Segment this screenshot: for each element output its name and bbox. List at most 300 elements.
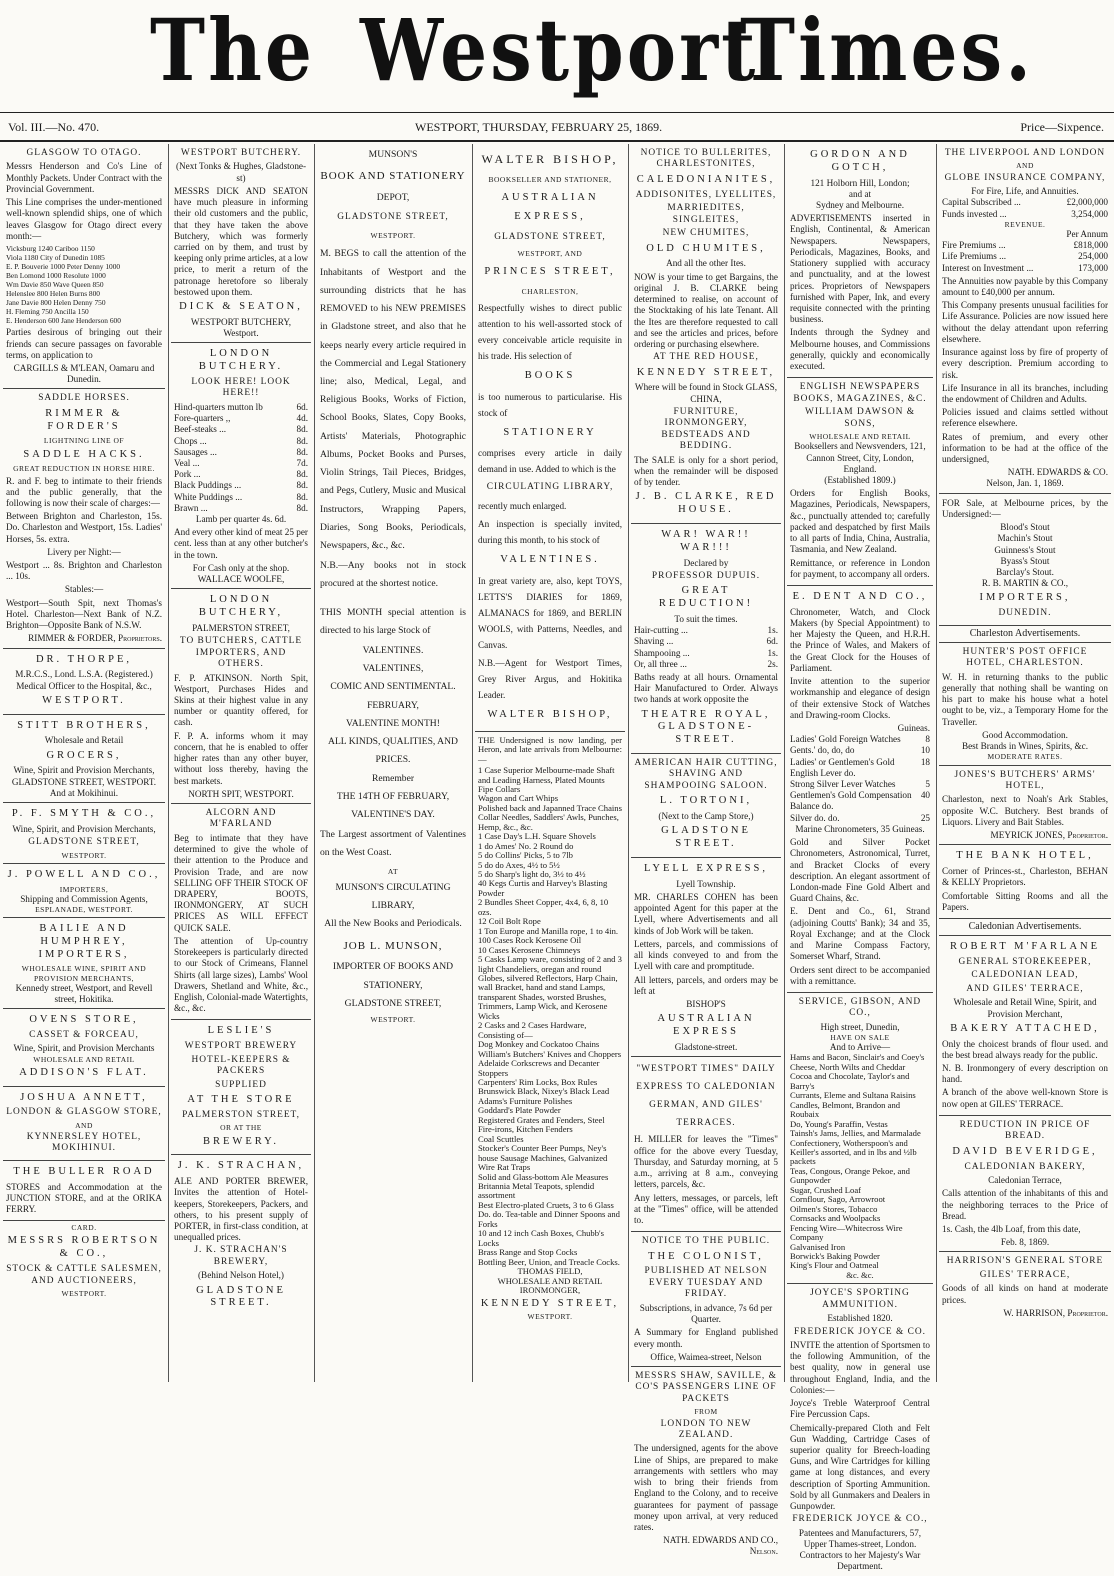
ad-leslies-brewery [171, 1020, 311, 1155]
list-item: Collar Needles, Saddlers' Awls, Punches, Hemp, &c., &c. [478, 812, 619, 832]
ad-joshua-annett [3, 1087, 165, 1161]
ad-smyth [3, 803, 165, 864]
ad-heading: DR. THORPE, [35, 653, 133, 665]
list-item: 1 do Ames' No. 2 Round do [478, 840, 574, 851]
item-name: Black Puddings ... [174, 480, 242, 491]
ad-text: E. Dent and Co., 61, Strand (adjoining Coutts' Bank); 34 and 35, Royal Exchange; and at the Clock and Marine Compass Factory, Somerset Wharf, Strand. [790, 906, 930, 962]
ad-heading: MESSRS SHAW, SAVILLE, & CO'S PASSENGERS LINE OF PACKETS [635, 1370, 777, 1404]
ad-dawson [787, 378, 933, 586]
ad-text: CARD. [71, 1223, 97, 1233]
list-item: Guinness's Stout [994, 544, 1056, 555]
ad-text: Feb. 8, 1869. [1000, 1237, 1050, 1248]
ad-text: W. H. in returning thanks to the public generally that nothing shall be wanting on his part to make his house what a hotel ought to be, viz., a Temporary Home for the Traveller. [942, 671, 1108, 727]
ad-text: WESTPORT. [42, 694, 126, 706]
ad-text: STORES and Accommodation at the JUNCTION STORE, and at the ORIKA FERRY. [6, 1181, 162, 1215]
ad-signature: J. B. CLARKE, RED HOUSE. [635, 491, 777, 516]
ad-subheading: LIGHTNING LINE OF [43, 436, 125, 446]
ad-text: All the New Books and Periodicals. [324, 918, 462, 930]
ad-text: Guineas. [897, 722, 930, 733]
ad-text: GENERAL STOREKEEPER, [958, 956, 1092, 967]
price-row [634, 625, 778, 636]
ad-text: Wine, Spirit, and Provision Merchants, [12, 823, 156, 834]
ad-text: WESTPORT BUTCHERY, Westport. [190, 316, 292, 339]
list-item: Fipe Collars [478, 783, 521, 794]
ad-text: Orders for English Books, Magazines, Periodicals, Newspapers, &c., punctually attended to; carefully packed and despatched by first Mails to all parts of India, China, Australia, Tasmania, and New Zealand. [790, 488, 930, 555]
ad-text: SUPPLIED [215, 1079, 267, 1090]
ad-text: AND GILES' TERRACE, [966, 983, 1084, 994]
list-item: Wagon and Cart Whips [478, 793, 559, 804]
ad-martin-stout [939, 494, 1111, 626]
ad-text: Wine, Spirit and Provision Merchants, GLADSTONE STREET, WESTPORT. And at Mokihinui. [11, 765, 157, 798]
ad-text: BOOKSELLER AND STATIONER, [488, 175, 612, 184]
ad-heading: BAILIE AND HUMPHREY, IMPORTERS, [38, 923, 130, 960]
ad-text: DUNEDIN. [998, 608, 1052, 619]
ad-text: Messrs Henderson and Co's Line of Monthly Packets. Under Contract with the Provincial Government. [6, 161, 162, 194]
ad-text: For Fire, Life, and Annuities. [971, 186, 1079, 197]
ad-text: Between Brighton and Charleston, 15s. Do. Charleston and Westport, 15s. Ladies' Horses, 5s. extra. [6, 511, 162, 544]
ad-saddle-horses [3, 389, 165, 648]
ad-text: GLADSTONE STREET, [28, 837, 140, 848]
ad-heading: SERVICE, GIBSON, AND CO., [798, 996, 922, 1019]
date-line: WESTPORT, THURSDAY, FEBRUARY 25, 1869. [415, 120, 663, 134]
ad-text: Shipping and Commission Agents, [20, 893, 148, 904]
ad-text: Corner of Princes-st., Charleston, BEHAN & KELLY Proprietors. [942, 866, 1108, 888]
ad-text: WHOLESALE AND RETAIL [809, 432, 911, 442]
ad-text: recently much enlarged. [478, 500, 567, 511]
ad-harrison [939, 1252, 1111, 1322]
item-name: Silver do. do. [790, 812, 840, 823]
ad-heading: DICK & SEATON, [179, 301, 303, 313]
ad-text: NORTH SPIT, WESTPORT. [188, 788, 294, 799]
list-item: 1 Ton Europe and Manilla rope, 1 to 4in. [478, 925, 619, 936]
ad-beveridge [939, 1116, 1111, 1253]
ad-text: GLADSTONE STREET. [196, 1284, 286, 1309]
ad-dr-thorpe [3, 649, 165, 715]
list-item: 2 Casks and 2 Cases Hardware, Consisting of— [478, 1020, 587, 1040]
ad-text: R. and F. beg to intimate to their friends and the public generally, that the following is now their scale of charges:— [6, 475, 162, 508]
ship-row: Helenslee 800 Helen Burns 800 [6, 289, 101, 299]
price-row [174, 424, 308, 435]
list-item: Cheese, North Wilts and Cheddar [790, 1061, 906, 1072]
ad-text: Caledonian Terrace, [988, 1175, 1062, 1186]
item-price: 5 [925, 779, 930, 790]
ad-text: Beg to intimate that they have determined to give the whole of their attention to the Produce and Provision Trade, and are now SELLING OFF THEIR STOCK OF DRAPERY, BOOTS, IRONMONGERY, AT SUCH PRICES AS WILL EFFECT QUICK SALE. [174, 832, 308, 933]
ad-text: Only the choicest brands of flour used. and the best bread always ready for the public. [942, 1038, 1108, 1060]
ad-gordon-gotch [787, 144, 933, 378]
list-item: Hams and Bacon, Sinclair's and Coey's [790, 1052, 925, 1063]
ad-westport-butchery [171, 144, 311, 343]
ad-text: In great variety are, also, kept TOYS, LETTS'S DIARIES for 1869, ALMANACS for 1869, and BERLIN WOOLS, with Patterns, Needles, and Canvas. [478, 575, 622, 650]
ad-text: (Next to the Camp Store,) [658, 811, 754, 822]
ad-colonist [631, 1232, 781, 1367]
item-name: Strong Silver Lever Watches [790, 779, 896, 790]
ad-text: The Largest assortment of Valentines on the West Coast. [320, 829, 466, 859]
ad-text: CALEDONIAN BAKERY, [964, 1161, 1086, 1172]
ad-text: PRINCES STREET, [484, 266, 616, 278]
ad-signature: WALLACE WOOLFE, [197, 574, 285, 585]
ad-dent [787, 586, 933, 993]
ad-service-gibson [787, 993, 933, 1284]
ad-text: MUNSON'S CIRCULATING [335, 881, 451, 893]
ad-signature: RIMMER & FORDER, Proprietors. [28, 633, 162, 644]
ad-bullerites [631, 144, 781, 524]
item-price: 25 [920, 812, 930, 823]
ad-text: Subscriptions, in advance, 7s 6d per Quarter. [639, 1302, 773, 1325]
ad-heading: RIMMER & FORDER'S [45, 407, 123, 432]
ship-row: E. Henderson 600 Jane Henderson 600 [6, 316, 121, 326]
list-item: King's Flour and Oatmeal [790, 1260, 879, 1271]
price-row [174, 480, 308, 491]
ad-text: Patentees and Manufacturers, 57, Upper Thames-street, London. Contractors to her Majesty's War Department. [798, 1527, 922, 1572]
ad-text: BREWERY. [202, 1135, 280, 1147]
item-name: Fore-quarters ,, [174, 413, 231, 424]
ad-text: PALMERSTON STREET, [182, 1109, 300, 1120]
ad-text: Medical Officer to the Hospital, &c., [16, 680, 152, 691]
item-name: Ladies' Gold Foreign Watches [790, 734, 901, 745]
ad-text: COMIC AND SENTIMENTAL. [330, 681, 456, 693]
item-name: Chops ... [174, 435, 207, 446]
ad-text: VALENTINE'S DAY. [351, 809, 435, 820]
ad-text: The attention of Up-country Storekeepers is particularly directed to our Stock of Crimeans, Flannel Shirts (all large sizes), Lambs' Wool Drawers, Shetland and White, &c., English, Colonial-made Watertights, &c., &c. [174, 935, 308, 1014]
ad-text: F. P. A. informs whom it may concern, that he is enabled to offer higher rates than any other buyer, without loss thereby, having the best markets. [174, 730, 308, 786]
ad-text: INVITE the attention of Sportsmen to the following Ammunition, of the best quality, now in general use throughout England, India, and the Colonies:— [790, 1339, 930, 1395]
item-name: Funds invested ... [942, 208, 1007, 219]
ad-mfarlane [939, 936, 1111, 1116]
ad-text: Westport ... 8s. Brighton and Charleston ... 10s. [6, 560, 162, 582]
ship-row: H. Fleming 750 Ancilla 150 [6, 307, 89, 317]
price-row [174, 447, 308, 458]
item-price: 2s. [767, 658, 778, 669]
column-3 [317, 144, 469, 1382]
item-list [478, 766, 622, 1267]
dateline [0, 116, 1114, 138]
ad-text: and at [848, 188, 872, 199]
ad-text: M. BEGS to call the attention of the Inhabitants of Westport and the surrounding districts that he has REMOVED to his NEW PREMISES in Gladstone street, and also that he keeps nearly every article required in the Commercial and Legal Stationery line; also, Medical, Legal, and Religious Books, Works of Fiction, School Books, Slates, Copy Books, Artists' Materials, Photographic Albums, Pocket Books and Purses, Violin Strings, Tail Pieces, Bridges, and Pegs, Cutlery, Music and Musical Instructors, Wrapping Papers, Diaries, Song Books, Periodicals, Newspapers, &c., &c. [320, 248, 466, 551]
ad-heading: OVENS STORE, [29, 1014, 139, 1026]
masthead-word-the: The [150, 1, 315, 101]
section-charleston [939, 626, 1111, 643]
list-item: Cornsacks and Woolpacks [790, 1213, 881, 1224]
ad-alcorn-mfarland [171, 804, 311, 1020]
ship-row: Jane Davie 800 Helen Denny 750 [6, 298, 106, 308]
ad-text: STATIONERY [503, 426, 597, 438]
ad-text: DEPOT, [376, 192, 410, 204]
price-row [942, 251, 1108, 262]
ad-text: N. B. Ironmongery of every description on hand. [942, 1063, 1108, 1085]
ship-list [6, 244, 162, 325]
item-price: £818,000 [1073, 240, 1108, 251]
ad-text: WILLIAM DAWSON & SONS, [804, 407, 916, 429]
ad-lyell-express [631, 858, 781, 1057]
ad-heading: LONDON BUTCHERY, [198, 594, 284, 619]
list-item: Confectionery, Wotherspoon's and Keiller's assorted, and in lbs and ½lb packets [790, 1137, 917, 1167]
list-item: 40 Kegs Curtis and Harvey's Blasting Powder [478, 878, 608, 898]
ad-text: PALMERSTON STREET, [192, 622, 290, 633]
price-row [790, 745, 930, 756]
item-name: Interest on Investment ... [942, 262, 1034, 273]
list-item: 10 Cases Kerosene Chimneys [478, 944, 581, 955]
ad-heading: THE COLONIST, [648, 1250, 764, 1262]
ad-heading: MESSRS ROBERTSON & CO., [7, 1235, 161, 1260]
list-item: Byass's Stout [1000, 555, 1050, 566]
ad-title: NOTICE TO THE PUBLIC. [641, 1236, 771, 1247]
price-row [790, 734, 930, 745]
list-item: Registered Grates and Fenders, Steel Fire-irons, Kitchen Fenders [478, 1114, 605, 1135]
ad-text: Westport—South Spit, next Thomas's Hotel. Charleston—Next Bank of N.Z. Brighton—Opposite Bank of N.S.W. [6, 597, 162, 631]
ad-heading: THE LIVERPOOL AND LONDON [944, 148, 1106, 158]
list-item: Borwick's Baking Powder [790, 1251, 880, 1261]
item-price: 1s. [767, 647, 778, 658]
ad-text: AT THE STORE [187, 1094, 295, 1106]
price-row [174, 402, 308, 413]
ad-text: WESTPORT. [61, 1289, 107, 1298]
dateline-rule [0, 140, 1114, 142]
ad-text: GILES' TERRACE, [979, 1269, 1071, 1280]
list-item: 10 and 12 inch Cash Boxes, Chubb's Locks [478, 1228, 604, 1248]
item-price: 8 [925, 734, 930, 745]
ad-tortoni [631, 754, 781, 858]
ad-subheading: GREAT REDUCTION IN HORSE HIRE. [13, 464, 155, 474]
ad-glasgow-otago [3, 144, 165, 389]
ad-text: AT [387, 866, 399, 876]
ad-shaw-saville [631, 1367, 781, 1561]
ad-heading: BOOK AND STATIONERY [320, 170, 466, 183]
ship-row: Viola 1180 City of Dunedin 1085 [6, 253, 105, 263]
price-row [942, 240, 1108, 251]
list-item: 1 Case Day's L.H. Square Shovels [478, 831, 596, 842]
item-price: 1s. [767, 625, 778, 636]
ad-text: AND [75, 1120, 93, 1130]
ad-text: To suit the times. [674, 613, 738, 624]
ad-text: Stables:— [64, 584, 104, 595]
price-row [634, 659, 778, 670]
ship-row: Ben Lomond 1000 Resolute 1000 [6, 271, 106, 281]
column-2 [171, 144, 311, 1382]
price-row [174, 458, 308, 469]
item-price: 3,254,000 [1071, 208, 1108, 219]
ad-text: GLOBE INSURANCE COMPANY, [944, 172, 1106, 183]
ad-text: IMPORTER OF BOOKS AND [332, 961, 454, 973]
list-item: Dog Monkey and Cockatoo Chains [478, 1039, 600, 1050]
ad-text: GLADSTONE STREET, [337, 212, 449, 223]
ad-text: This Company presents unusual facilities for Life Assurance. Policies are now issued here without the delay attendant upon referring elsewhere. [942, 300, 1108, 344]
ad-text: For Cash only at the shop. [192, 562, 290, 573]
item-name: Fire Premiums ... [942, 240, 1006, 251]
ad-text: Insurance against loss by fire of property of every description. Premium according to risk. [942, 347, 1108, 380]
list-item: Brunswick Black, Nixey's Black Lead [478, 1086, 610, 1097]
ad-text: H. MILLER for leaves the "Times" office for the above every Tuesday, Thursday, and Saturday morning, at 5 a.m., arriving at 8 a.m., conveying letters, parcels, &c. [634, 1134, 778, 1190]
section-heading: Caledonian Advertisements. [968, 920, 1082, 932]
ad-heading: ROBERT M'FARLANE [949, 941, 1101, 953]
ad-heading: JOYCE'S SPORTING AMMUNITION. [810, 1288, 910, 1310]
ad-text: CIRCULATING LIBRARY, [486, 482, 614, 493]
ad-text: Joyce's Treble Waterproof Central Fire Percussion Caps. [790, 1398, 930, 1420]
ad-heading: LONDON BUTCHERY. [198, 348, 284, 373]
ad-ovens-store [3, 1009, 165, 1086]
ad-text: Charleston, next to Noah's Ark Stables, opposite W.C. Butchery. Best brands of Liquors. Livery and Bait Stables. [942, 794, 1108, 827]
list-item: Currants, Eleme and Sultana Raisins [790, 1090, 916, 1101]
ad-text: PUBLISHED AT NELSON EVERY TUESDAY AND FRIDAY. [644, 1266, 768, 1300]
list-item: Teas, Congous, Orange Pekoe, and Gunpowder [790, 1165, 910, 1186]
ad-text: STATIONERY, [363, 979, 423, 991]
ad-text: LIBRARY, [371, 900, 415, 912]
list-item: Adams's Furniture Polishes [478, 1095, 573, 1106]
ad-text: LONDON TO NEW ZEALAND. [660, 1418, 752, 1440]
ad-text: Per Annum [1066, 228, 1108, 239]
list-item: 5 do Collins' Picks, 5 to 7lb [478, 850, 573, 861]
ad-text: Any letters, messages, or parcels, left at the "Times" office, will be attended to. [634, 1192, 778, 1225]
ad-text: AT THE RED HOUSE, [653, 352, 759, 363]
ad-text: CASSET & FORCEAU, [29, 1029, 139, 1040]
ad-text: OR AT THE [220, 1123, 262, 1133]
ad-text: VALENTINE MONTH! [346, 717, 440, 729]
list-item: Cocoa and Chocolate, Taylor's and Barry's [790, 1071, 910, 1091]
ad-text: OLD CHUMITES, [646, 242, 766, 254]
price-row [790, 779, 930, 790]
ad-text: FROM [694, 1407, 718, 1417]
ad-heading: GORDON AND GOTCH, [810, 149, 910, 173]
ad-text: WESTPORT. [370, 231, 416, 241]
ad-text: The SALE is only for a short period, when the remainder will be disposed of by tender. [634, 454, 778, 488]
ad-walter-bishop [475, 144, 625, 732]
list-item: Solid and Glass-bottom Ale Measures [478, 1171, 609, 1182]
ad-buller-road [3, 1161, 165, 1221]
ad-text: WHOLESALE AND RETAIL IRONMONGER, [497, 1275, 603, 1295]
ad-text: Parties desirous of bringing out their friends can secure passages on favorable terms, on application to [6, 327, 162, 360]
ad-text: MODERATE RATES. [987, 752, 1063, 762]
ad-text: MR. CHARLES COHEN has been appointed Agent for this paper at the Lyell, where Advertisements and all kinds of Job Work will be taken. [634, 892, 778, 936]
item-price: 8d. [296, 469, 308, 480]
ad-text: Declared by [683, 557, 729, 568]
ad-text: THE Undersigned is now landing, per Heron, and late arrivals from Melbourne:— [478, 734, 622, 764]
ad-jones-hotel [939, 766, 1111, 846]
ad-text: THIS MONTH special attention is directed to his large Stock of [320, 606, 466, 636]
item-price: 8d. [296, 446, 308, 457]
list-item: Candles, Belmont, Brandon and Roubaix [790, 1099, 901, 1120]
item-name: Ladies' or Gentlemen's Gold English Lever do. [790, 756, 895, 778]
ad-text: A Summary for England published every month. [634, 1327, 778, 1349]
list-item: Oilmen's Stores, Tobacco [790, 1203, 878, 1214]
ad-text: ALE AND PORTER BREWER, Invites the attention of Hotel-keepers, Storekeepers, Packers, and others, to his present supply of PORTER, in first-class condition, at unequalled prices. [174, 1176, 308, 1243]
section-caledonian [939, 919, 1111, 936]
ad-text: M.R.C.S., Lond. L.S.A. (Registered.) [15, 669, 153, 680]
ad-signature: FREDERICK JOYCE & CO., [792, 1514, 928, 1525]
ad-heading: J. POWELL AND CO., [7, 868, 161, 880]
ad-title: SADDLE HORSES. [38, 393, 130, 404]
item-name: Gentlemen's Gold Compensation Balance do. [790, 790, 912, 812]
ad-text: Wholesale and Retail [44, 735, 124, 746]
ad-text: N.B.—Any books not in stock procured at the shortest notice. [320, 560, 466, 590]
item-name: Capital Subscribed ... [942, 197, 1021, 208]
price-row [790, 790, 930, 812]
ad-text: WHOLESALE AND RETAIL [33, 1054, 135, 1064]
ad-title: NOTICE TO BULLERITES, CHARLESTONITES, [640, 148, 772, 170]
ad-text: N.B.—Agent for Westport Times, Grey River Argus, and Hokitika Leader. [478, 658, 622, 701]
ad-daily-express [631, 1057, 781, 1232]
price-row [790, 813, 930, 824]
ad-text: BISHOP'S [686, 999, 726, 1009]
ad-war [631, 524, 781, 754]
ad-text: Remember [371, 772, 415, 784]
item-name: Beef-steaks ... [174, 424, 227, 435]
ad-heading: THE BULLER ROAD [13, 1165, 155, 1177]
ship-row: Wm Davie 850 Wave Queen 850 [6, 280, 104, 290]
ad-text: WESTPORT, AND [517, 249, 583, 259]
price-row [942, 209, 1108, 220]
ad-text: VALENTINES. [500, 554, 600, 566]
ad-signature: NATH. EDWARDS & CO. [1007, 467, 1108, 478]
ad-thomas-field [475, 732, 625, 1325]
ad-text: Orders sent direct to be accompanied with a remittance. [790, 964, 930, 986]
ad-heading: IMPORTERS, [979, 592, 1071, 604]
masthead-word-westport: Westport [360, 1, 759, 101]
ad-title: TO BUTCHERS, CATTLE IMPORTERS, AND OTHERS. [179, 636, 303, 670]
ad-text: High street, Dunedin, [820, 1021, 900, 1032]
price-row: Lamb per quarter 4s. 6d. [195, 514, 287, 525]
ad-text: FEBRUARY, [367, 699, 419, 711]
ad-title: LOOK HERE! LOOK HERE!! [191, 376, 291, 399]
ad-title: WESTPORT BUTCHERY. [180, 148, 302, 158]
ad-heading: E. DENT AND CO., [792, 590, 928, 602]
item-price: £2,000,000 [1066, 197, 1108, 208]
ad-munsons [317, 144, 469, 1030]
ad-london-butchery [171, 343, 311, 589]
price-row [942, 263, 1108, 274]
ad-text: Remittance, or reference in London for payment, to accompany all orders. [790, 557, 930, 579]
item-price: 8d. [296, 435, 308, 446]
ad-text: Respectfully wishes to direct public attention to his well-assorted stock of every conceivable article requisite in his trade. His selection of [478, 302, 622, 362]
ad-text: FURNITURE, IRONMONGERY, BEDSTEADS AND BEDDING. [661, 406, 751, 452]
list-item: 1 Case Superior Melbourne-made Shaft and Leading Harness, Plated Mounts [478, 765, 615, 785]
ad-text: (Established 1809.) [824, 474, 896, 485]
ad-text: Wholesale and Retail Wine, Spirit, and Provision Merchant, [953, 997, 1097, 1019]
ad-text: PROFESSOR DUPUIS. [651, 570, 761, 581]
ad-text: MESSRS DICK AND SEATON have much pleasure in informing their old customers and the public, that they have taken the above Butchery, which was formerly carried on by them, and trust by keeping only prime articles, at a low price, to merit a return of the patronage heretofore so liberaly bestowed upon them. [174, 185, 308, 297]
ad-text: NOW is your time to get Bargains, the original J. B. CLARKE being determined to realise, on account of the Stocktaking of his late Tenant. All the Ites are therefore requested to call and see the articles and prices, before ordering or purchasing elsewhere. [634, 271, 778, 349]
list-item: Britannia Metal Teapots, splendid assortment [478, 1180, 595, 1201]
ad-text: ADVERTISEMENTS inserted in English, Continental, & American Newspapers. Newspapers, Periodicals, Magazines, Books, and Stationery supplied with accuracy and punctuality, and at the lowest prices. Proprietors of Newspapers furnished with Paper, Ink, and every requisite connected with the printing business. [790, 213, 930, 325]
ad-text: Where will be found in Stock GLASS, CHINA, [634, 382, 778, 404]
ad-text: Indents through the Sydney and Melbourne houses, and Commissions generally, quickly and economically executed. [790, 327, 930, 372]
ad-text: AND [1016, 161, 1034, 171]
item-list [790, 1053, 930, 1280]
ad-text: (Behind Nelson Hotel,) [198, 1270, 284, 1281]
list-item: Sugar, Crushed Loaf [790, 1184, 862, 1195]
ad-text: Baths ready at all hours. Ornamental Hair Manufactured to Order. Always two hands at work opposite the [634, 671, 778, 705]
masthead-word-times: Times. [740, 1, 1034, 101]
ad-text: (Next Tonks & Hughes, Gladstone-st) [175, 161, 307, 183]
item-price: 8d. [296, 491, 308, 502]
item-price: 6d. [766, 636, 778, 647]
ad-text: PRICES. [375, 754, 411, 766]
list-item: 5 Casks Lamp ware, consisting of 2 and 3 light Chandeliers, oregan and round Globes, silvered Reflectors, Harp Chain, wall Bracket, hand and stand Lamps, transparent Shades, worsted Brushes, Trimmers, Lamp Wick, and Kerosene Wicks [478, 954, 622, 1021]
ad-title: "WESTPORT TIMES" DAILY EXPRESS TO CALEDONIAN GERMAN, AND GILES' TERRACES. [636, 1064, 776, 1128]
ad-text: Letters, parcels, and commissions of all kinds conveyed to and from the Lyell with care and promptitude. [634, 938, 778, 972]
item-name: Veal ... [174, 457, 200, 468]
ad-text: Sydney and Melbourne. [815, 200, 905, 211]
ad-strachan [171, 1155, 311, 1316]
ad-text: ESPLANADE, WESTPORT. [35, 904, 133, 914]
ad-atkinson [171, 589, 311, 804]
ad-text: CHARLESTON, [521, 286, 579, 296]
list-item: Fencing Wire—Whitecross Wire Company [790, 1222, 903, 1243]
column-4 [475, 144, 625, 1382]
ad-text: This Line comprises the under-mentioned well-known splendid ships, one of which leaves Glasgow for Otago direct every month:— [6, 197, 162, 241]
column-5 [631, 144, 781, 1557]
item-name: White Puddings ... [174, 491, 243, 502]
item-name: Sausages ... [174, 446, 217, 457]
ad-text: IMPORTERS, [59, 884, 109, 894]
